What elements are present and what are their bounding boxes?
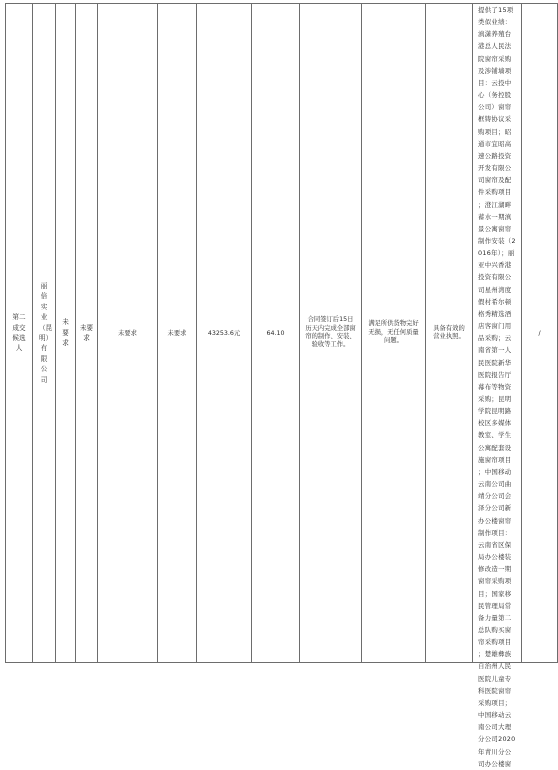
- requirement-1: 未要求: [62, 318, 69, 348]
- performance-line: 通市宜昭高: [478, 139, 512, 148]
- performance-line: 制作安装（2: [478, 236, 516, 245]
- performance-line: 办公楼窗帘: [478, 516, 512, 525]
- performance-line: 港总人民法: [478, 42, 512, 51]
- requirement-3: 未要求: [118, 329, 137, 337]
- candidate-table: [5, 3, 558, 768]
- company-name: 丽倍实业（昆明）有限公司: [39, 281, 53, 384]
- requirement-cell-1: [56, 4, 76, 663]
- performance-line: 南省第一人: [478, 346, 512, 355]
- performance-line: 教室、学生: [478, 431, 512, 440]
- requirement-cell-4: [158, 4, 197, 663]
- performance-line: 医院报告厅: [478, 370, 512, 379]
- performance-line: 制作项目：: [478, 528, 512, 537]
- performance-line: 框铸协议采: [478, 115, 512, 124]
- last-cell: [522, 4, 558, 663]
- performance-line: 靖分公司会: [478, 492, 512, 501]
- performance-line: 医院儿童专: [478, 674, 512, 683]
- quality-terms: 满足所供货物完好无损，无任何质量问题。: [368, 320, 419, 345]
- performance-line: 窗帘采购项: [478, 577, 512, 586]
- performance-line: 滇潇养殖台: [478, 30, 512, 39]
- performance-line: 016年）；丽: [478, 249, 515, 258]
- performance-line: 心（务控股: [478, 91, 512, 100]
- price-cell: [197, 4, 252, 663]
- performance-line: 店客窗门用: [478, 322, 512, 331]
- performance-line: 科医院窗帘: [478, 686, 512, 695]
- performance-line: 品采购；云: [478, 334, 512, 343]
- performance-line: 假村希尔顿: [478, 297, 512, 306]
- performance-line: 泽分公司新: [478, 504, 512, 513]
- performance-line: 幕布等物资: [478, 382, 512, 391]
- performance-line: 备力量第二: [478, 613, 512, 622]
- last-value: /: [538, 329, 541, 337]
- performance-line: 帘采购项目: [478, 638, 512, 647]
- performance-line: 民医院新华: [478, 358, 512, 367]
- performance-line: 施窗帘项目: [478, 455, 512, 464]
- qualification-cell: [426, 4, 473, 663]
- performance-line: 购项目；昭: [478, 127, 512, 136]
- score-cell: [252, 4, 300, 663]
- requirement-cell-2: [76, 4, 98, 663]
- requirement-4: 未要求: [167, 329, 187, 337]
- company-cell: [33, 4, 56, 663]
- performance-line: 修改造一期: [478, 565, 512, 574]
- performance-line: 局办公楼装: [478, 553, 512, 562]
- performance-line: 民管理局常: [478, 601, 512, 610]
- performance-line: 提供了15项: [478, 6, 514, 14]
- performance-list: [473, 4, 521, 768]
- performance-line: ；楚雄彝族: [478, 650, 512, 659]
- performance-line: 分公司2020: [478, 735, 516, 744]
- performance-line: 中国移动云: [478, 711, 512, 720]
- performance-line: 南公司大理: [478, 723, 512, 732]
- performance-line: ；澄江湖畔: [478, 200, 512, 209]
- requirement-cell-3: [98, 4, 158, 663]
- performance-line: 校区多媒体: [478, 419, 512, 428]
- performance-line: 速公路投资: [478, 151, 512, 160]
- performance-line: 公司）窗帘: [478, 103, 512, 112]
- performance-line: 云南公司曲: [478, 480, 512, 489]
- performance-line: 司窗帘及配: [478, 176, 512, 185]
- delivery-cell: [300, 4, 362, 663]
- performance-line: 采购；昆明: [478, 395, 512, 403]
- performance-line: 类似业绩：: [478, 18, 512, 27]
- qualification: 具备有效的营业执照。: [433, 324, 465, 340]
- performance-line: 及涉铺墙项: [478, 66, 512, 75]
- performance-line: 公寓配套设: [478, 443, 512, 452]
- performance-line: 年青川分公: [478, 747, 512, 756]
- performance-line: ；中国移动: [478, 467, 512, 476]
- performance-line: 件采购项目: [478, 188, 512, 197]
- quality-cell: [362, 4, 426, 663]
- performance-line: 云南省区保: [478, 540, 512, 549]
- performance-line: 总队购买窗: [478, 625, 512, 634]
- performance-line: 目；国家移: [478, 589, 512, 598]
- requirement-2: 未要求: [79, 323, 94, 342]
- performance-line: 司星州湾度: [478, 285, 512, 294]
- candidate-rank: 第二成交候选人: [12, 313, 26, 353]
- score: 64.10: [266, 329, 285, 337]
- performance-line: 采购项目；: [478, 698, 512, 707]
- performance-line: 自治州人民: [478, 662, 512, 671]
- performance-line: 目：云投中: [478, 78, 512, 87]
- performance-cell: [473, 4, 522, 768]
- price: 43253.6元: [207, 329, 241, 337]
- performance-line: 投资有限公: [478, 273, 512, 282]
- performance-line: 司办公楼窗: [478, 759, 512, 768]
- performance-line: 院窗帘采购: [478, 54, 512, 63]
- candidate-rank-cell: [6, 4, 33, 663]
- delivery-terms: 合同签订后15日历天内完成全部窗帘的制作、安装、验收等工作。: [305, 316, 356, 349]
- performance-line: 亚中兴香港: [478, 261, 512, 270]
- performance-line: 格秀精选酒: [478, 309, 512, 318]
- performance-line: 景公寓窗帘: [478, 224, 512, 233]
- table-row: [6, 4, 558, 663]
- performance-line: 学院昆明路: [478, 407, 512, 416]
- performance-line: 蓄水一期滇: [478, 212, 512, 221]
- performance-line: 开发有限公: [478, 164, 512, 173]
